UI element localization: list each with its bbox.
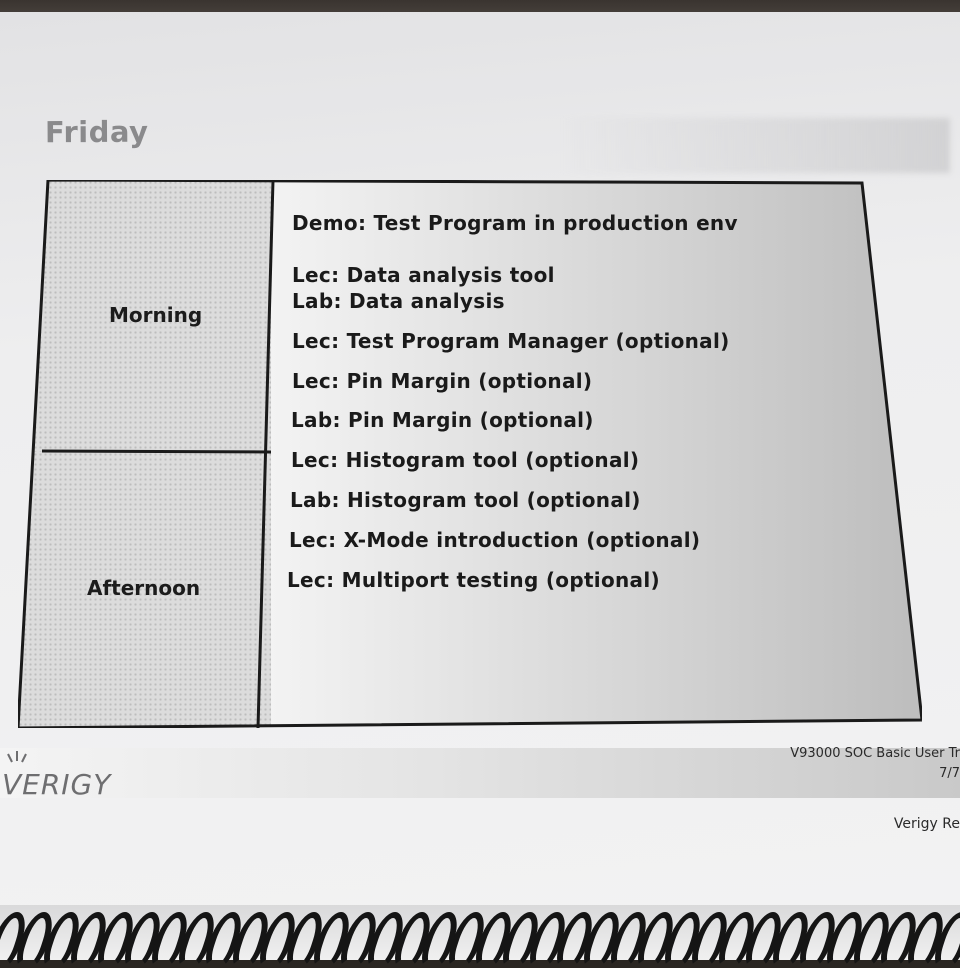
list-item: Lab: Histogram tool (optional) <box>290 488 641 512</box>
list-item: Lec: Histogram tool (optional) <box>291 448 640 472</box>
list-item: Lab: Pin Margin (optional) <box>291 408 594 432</box>
list-item: Lec: Pin Margin (optional) <box>292 369 593 393</box>
list-item: Lec: X-Mode introduction (optional) <box>289 528 701 552</box>
list-item: Lab: Data analysis <box>292 289 505 313</box>
list-item: Demo: Test Program in production env <box>292 211 738 235</box>
list-item: Lec: Data analysis tool <box>292 263 555 287</box>
morning-label: Morning <box>109 303 203 327</box>
course-title: V93000 SOC Basic User Tr <box>790 746 960 761</box>
afternoon-label: Afternoon <box>87 576 201 600</box>
copyright-text: Verigy Re <box>893 816 960 832</box>
bleed-through-shadow <box>560 118 950 173</box>
page-title: Friday <box>44 114 149 150</box>
list-item: Lec: Test Program Manager (optional) <box>292 329 730 353</box>
list-item: Lec: Multiport testing (optional) <box>287 568 660 592</box>
verigy-logo: VERIGY <box>2 768 112 801</box>
logo-rays-icon <box>4 750 30 768</box>
page-number: 7/7 <box>939 766 960 781</box>
